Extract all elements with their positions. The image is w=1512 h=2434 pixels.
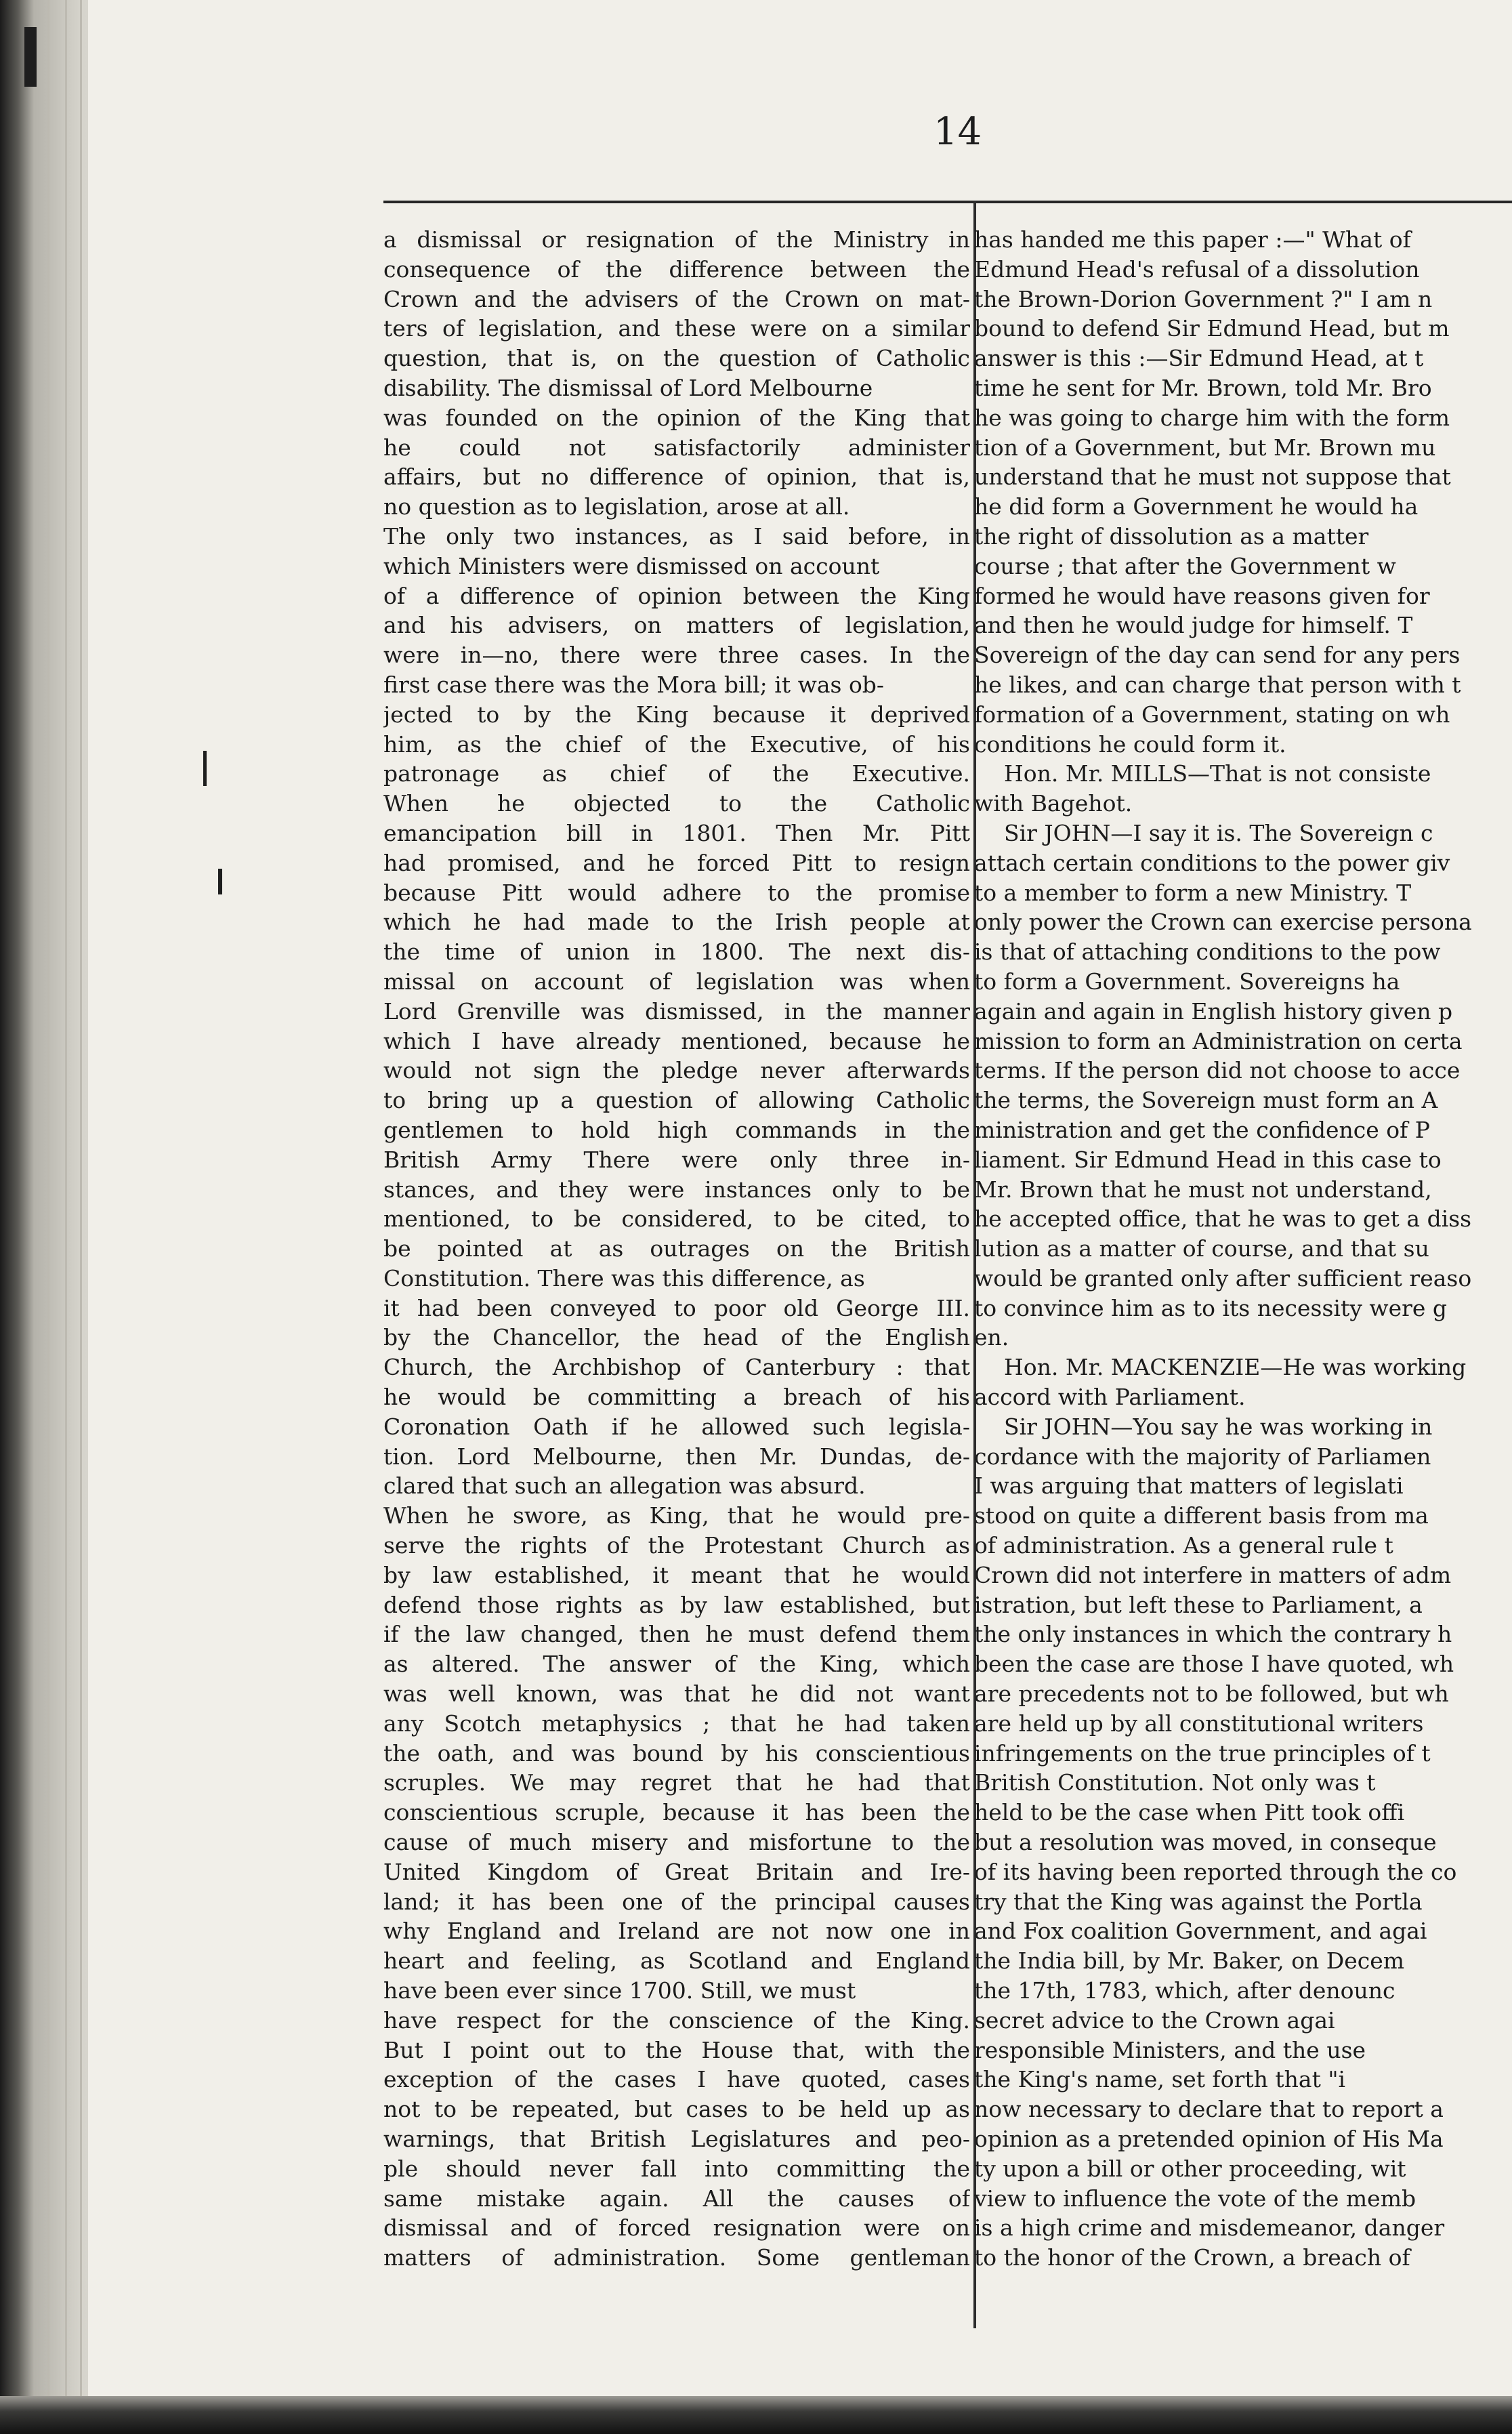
text-line: of administration. As a general rule t bbox=[974, 1532, 1393, 1559]
text-line: time he sent for Mr. Brown, told Mr. Bro bbox=[974, 374, 1432, 401]
text-line: no question as to legislation, arose at all. bbox=[383, 493, 850, 520]
margin-mark bbox=[218, 869, 222, 894]
text-line: tion of a Government, but Mr. Brown mu bbox=[974, 434, 1436, 461]
text-line: it had been conveyed to poor old George III. bbox=[383, 1294, 970, 1321]
text-line: exception of the cases I have quoted, cases bbox=[383, 2066, 970, 2093]
text-line: been the case are those I have quoted, wh bbox=[974, 1651, 1454, 1678]
text-line: he would be committing a breach of his bbox=[383, 1384, 970, 1411]
text-line: he was going to charge him with the form bbox=[974, 404, 1450, 431]
text-line: Hon. Mr. MILLS—That is not consiste bbox=[1004, 760, 1431, 787]
text-line: Church, the Archbishop of Canterbury : that bbox=[383, 1354, 970, 1381]
text-line: conditions he could form it. bbox=[974, 730, 1286, 758]
text-line: cordance with the majority of Parliamen bbox=[974, 1443, 1431, 1470]
text-line: because Pitt would adhere to the promise bbox=[383, 879, 970, 906]
text-line: terms. If the person did not choose to acce bbox=[974, 1057, 1461, 1084]
text-line: to convince him as to its necessity were g bbox=[974, 1294, 1448, 1321]
text-line: the right of dissolution as a matter bbox=[974, 522, 1369, 550]
text-line: British Army There were only three in- bbox=[383, 1146, 970, 1173]
text-line: secret advice to the Crown agai bbox=[974, 2006, 1335, 2034]
text-line: and Fox coalition Government, and agai bbox=[974, 1918, 1427, 1945]
text-line: not to be repeated, but cases to be held up as bbox=[383, 2096, 970, 2123]
text-line: were in—no, there were three cases. In the bbox=[383, 642, 970, 669]
text-line: ple should never fall into committing the bbox=[383, 2155, 970, 2182]
text-line: him, as the chief of the Executive, of his bbox=[383, 730, 970, 758]
text-line: dismissal and of forced resignation were on bbox=[383, 2214, 970, 2242]
text-line: the 17th, 1783, which, after denounc bbox=[974, 1977, 1395, 2004]
header-rule bbox=[383, 201, 1512, 203]
text-line: the oath, and was bound by his conscientious bbox=[383, 1739, 970, 1767]
text-line: emancipation bill in 1801. Then Mr. Pitt bbox=[383, 819, 970, 846]
text-line: opinion as a pretended opinion of His Ma bbox=[974, 2126, 1444, 2152]
text-line: a dismissal or resignation of the Ministry in bbox=[383, 226, 970, 253]
text-line: be pointed at as outrages on the British bbox=[383, 1235, 970, 1262]
text-line: the Brown-Dorion Government ?" I am n bbox=[974, 285, 1433, 312]
text-line: warnings, that British Legislatures and peo- bbox=[383, 2126, 970, 2152]
text-line: had promised, and he forced Pitt to resign bbox=[383, 849, 970, 876]
text-line: affairs, but no difference of opinion, that is, bbox=[383, 463, 970, 491]
text-line: are held up by all constitutional writers bbox=[974, 1710, 1424, 1737]
text-line: Hon. Mr. MACKENZIE—He was working bbox=[1004, 1354, 1467, 1381]
text-line: he could not satisfactorily administer bbox=[383, 434, 970, 461]
text-line: he likes, and can charge that person with t bbox=[974, 671, 1461, 698]
text-line: was well known, was that he did not want bbox=[383, 1680, 970, 1708]
text-line: to a member to form a new Ministry. T bbox=[974, 879, 1412, 906]
text-line: jected to by the King because it deprived bbox=[383, 701, 970, 728]
text-line: by law established, it meant that he would bbox=[383, 1561, 970, 1588]
margin-mark bbox=[203, 751, 207, 786]
text-line: disability. The dismissal of Lord Melbourne bbox=[383, 374, 873, 401]
text-line: clared that such an allegation was absurd. bbox=[383, 1472, 866, 1500]
text-line: if the law changed, then he must defend them bbox=[383, 1621, 970, 1648]
text-line: which he had made to the Irish people at bbox=[383, 909, 970, 936]
text-line: Crown and the advisers of the Crown on mat- bbox=[383, 285, 970, 312]
page-edge-line bbox=[47, 0, 49, 2434]
text-line: When he swore, as King, that he would pre- bbox=[383, 1502, 970, 1529]
text-line: consequence of the difference between the bbox=[383, 255, 970, 283]
text-line: would not sign the pledge never afterwards bbox=[383, 1057, 970, 1084]
text-line: Sir JOHN—I say it is. The Sovereign c bbox=[1004, 819, 1433, 846]
text-line: I was arguing that matters of legislati bbox=[974, 1472, 1404, 1500]
text-line: to bring up a question of allowing Catholic bbox=[383, 1087, 970, 1114]
text-line: understand that he must not suppose that bbox=[974, 463, 1451, 491]
page-edge-line bbox=[80, 0, 82, 2434]
text-line: held to be the case when Pitt took offi bbox=[974, 1799, 1405, 1826]
text-line: but a resolution was moved, in conseque bbox=[974, 1829, 1437, 1856]
text-line: ty upon a bill or other proceeding, wit bbox=[974, 2155, 1406, 2182]
text-line: Sir JOHN—You say he was working in bbox=[1004, 1413, 1433, 1440]
text-line: serve the rights of the Protestant Church as bbox=[383, 1532, 970, 1559]
text-line: now necessary to declare that to report a bbox=[974, 2096, 1444, 2123]
text-line: is a high crime and misdemeanor, danger bbox=[974, 2214, 1445, 2242]
text-line: are precedents not to be followed, but wh bbox=[974, 1680, 1449, 1708]
text-line: which I have already mentioned, because he bbox=[383, 1027, 970, 1054]
text-line: Sovereign of the day can send for any pers bbox=[974, 642, 1461, 669]
text-line: same mistake again. All the causes of bbox=[383, 2185, 970, 2212]
text-line: Coronation Oath if he allowed such legisla- bbox=[383, 1413, 970, 1440]
text-line: mission to form an Administration on certa bbox=[974, 1027, 1463, 1054]
page-edge-line bbox=[65, 0, 67, 2434]
text-line: have been ever since 1700. Still, we must bbox=[383, 1977, 856, 2004]
text-line: matters of administration. Some gentleman bbox=[383, 2244, 970, 2271]
text-line: he accepted office, that he was to get a diss bbox=[974, 1205, 1472, 1233]
text-line: again and again in English history given p bbox=[974, 997, 1453, 1025]
text-line: to form a Government. Sovereigns ha bbox=[974, 968, 1400, 995]
text-line: land; it has been one of the principal causes bbox=[383, 1888, 970, 1915]
text-line: stances, and they were instances only to be bbox=[383, 1176, 970, 1203]
text-line: en. bbox=[974, 1324, 1009, 1351]
text-line: Edmund Head's refusal of a dissolution bbox=[974, 255, 1420, 283]
text-line: liament. Sir Edmund Head in this case to bbox=[974, 1146, 1442, 1173]
text-line: answer is this :—Sir Edmund Head, at t bbox=[974, 345, 1424, 372]
text-line: Mr. Brown that he must not understand, bbox=[974, 1176, 1432, 1203]
text-line: as altered. The answer of the King, which bbox=[383, 1651, 970, 1678]
text-line: When he objected to the Catholic bbox=[383, 790, 970, 817]
text-line: bound to defend Sir Edmund Head, but m bbox=[974, 315, 1450, 342]
text-line: the King's name, set forth that "i bbox=[974, 2066, 1346, 2093]
text-line: the time of union in 1800. The next dis- bbox=[383, 938, 970, 966]
text-line: istration, but left these to Parliament, a bbox=[974, 1591, 1423, 1618]
text-line: which Ministers were dismissed on account bbox=[383, 552, 880, 579]
binding-mark bbox=[24, 27, 37, 87]
page-number: 14 bbox=[933, 110, 982, 154]
text-line: cause of much misery and misfortune to the bbox=[383, 1829, 970, 1856]
text-line: conscientious scruple, because it has been the bbox=[383, 1799, 970, 1826]
text-line: The only two instances, as I said before, in bbox=[383, 522, 970, 550]
text-line: with Bagehot. bbox=[974, 790, 1133, 817]
text-line: course ; that after the Government w bbox=[974, 552, 1396, 579]
text-line: of a difference of opinion between the King bbox=[383, 582, 970, 609]
text-line: has handed me this paper :—" What of bbox=[974, 226, 1411, 253]
text-line: why England and Ireland are not now one in bbox=[383, 1918, 970, 1945]
text-line: is that of attaching conditions to the pow bbox=[974, 938, 1441, 966]
text-line: would be granted only after sufficient reaso bbox=[974, 1264, 1472, 1292]
text-line: heart and feeling, as Scotland and England bbox=[383, 1947, 970, 1975]
text-line: infringements on the true principles of t bbox=[974, 1739, 1431, 1767]
text-line: ters of legislation, and these were on a similar bbox=[383, 315, 970, 342]
text-line: ministration and get the confidence of P bbox=[974, 1116, 1431, 1143]
text-line: to the honor of the Crown, a breach of bbox=[974, 2244, 1410, 2271]
text-line: mentioned, to be considered, to be cited, to bbox=[383, 1205, 970, 1233]
text-line: responsible Ministers, and the use bbox=[974, 2036, 1366, 2063]
text-line: of its having been reported through the co bbox=[974, 1858, 1457, 1885]
text-line: scruples. We may regret that he had that bbox=[383, 1769, 970, 1796]
text-line: gentlemen to hold high commands in the bbox=[383, 1116, 970, 1143]
text-line: he did form a Government he would ha bbox=[974, 493, 1419, 520]
text-line: defend those rights as by law established, but bbox=[383, 1591, 970, 1618]
text-line: by the Chancellor, the head of the English bbox=[383, 1324, 970, 1351]
text-line: Crown did not interfere in matters of adm bbox=[974, 1561, 1452, 1588]
text-line: only power the Crown can exercise persona bbox=[974, 909, 1472, 936]
text-line: accord with Parliament. bbox=[974, 1384, 1246, 1411]
text-line: missal on account of legislation was when bbox=[383, 968, 970, 995]
right-text-column bbox=[974, 225, 1512, 2273]
text-line: the terms, the Sovereign must form an A bbox=[974, 1087, 1438, 1114]
text-line: stood on quite a different basis from ma bbox=[974, 1502, 1429, 1529]
text-line: United Kingdom of Great Britain and Ire- bbox=[383, 1858, 970, 1885]
text-line: patronage as chief of the Executive. bbox=[383, 760, 970, 787]
text-line: Lord Grenville was dismissed, in the manner bbox=[383, 997, 970, 1025]
text-line: tion. Lord Melbourne, then Mr. Dundas, de- bbox=[383, 1443, 970, 1470]
text-line: have respect for the conscience of the King. bbox=[383, 2006, 970, 2034]
text-line: Constitution. There was this difference, as bbox=[383, 1264, 865, 1292]
text-line: the only instances in which the contrary h bbox=[974, 1621, 1452, 1648]
text-line: But I point out to the House that, with the bbox=[383, 2036, 970, 2063]
text-line: formed he would have reasons given for bbox=[974, 582, 1430, 609]
text-line: lution as a matter of course, and that su bbox=[974, 1235, 1429, 1262]
left-text-column bbox=[383, 225, 970, 2273]
text-line: any Scotch metaphysics ; that he had taken bbox=[383, 1710, 970, 1737]
text-line: and his advisers, on matters of legislation, bbox=[383, 612, 970, 639]
text-line: attach certain conditions to the power giv bbox=[974, 849, 1450, 876]
text-line: formation of a Government, stating on wh bbox=[974, 701, 1450, 728]
text-line: first case there was the Mora bill; it was ob- bbox=[383, 671, 885, 698]
text-line: view to influence the vote of the memb bbox=[974, 2185, 1416, 2212]
scan-bottom-edge bbox=[0, 2396, 1512, 2434]
text-line: was founded on the opinion of the King that bbox=[383, 404, 970, 431]
text-line: question, that is, on the question of Catholic bbox=[383, 345, 970, 372]
text-line: and then he would judge for himself. T bbox=[974, 612, 1413, 639]
text-line: try that the King was against the Portla bbox=[974, 1888, 1423, 1915]
text-line: British Constitution. Not only was t bbox=[974, 1769, 1376, 1796]
text-line: the India bill, by Mr. Baker, on Decem bbox=[974, 1947, 1405, 1975]
